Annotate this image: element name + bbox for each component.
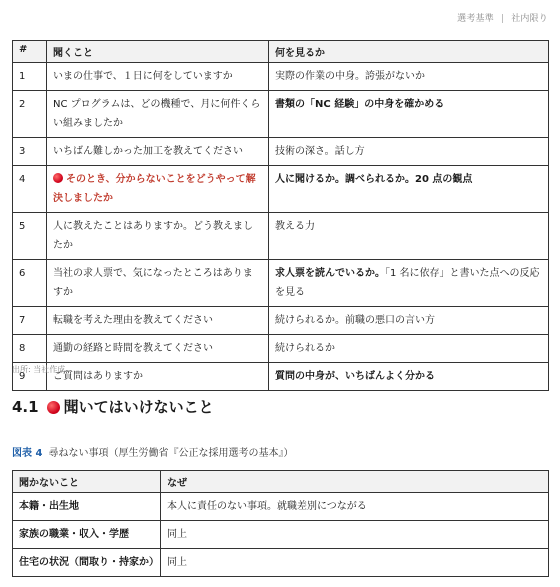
col-header-ask: 聞くこと [47,41,269,63]
header-doc-type: 選考基準 [457,14,494,24]
row-question: 人に教えたことはありますか。どう教えましたか [47,213,269,260]
row-number: 1 [13,63,47,91]
figure-caption [12,444,293,459]
table-row [13,521,549,549]
table-row [13,549,549,577]
page-header [457,11,548,24]
row-check-emphasis: 質問の中身が、いちばんよく分かる [275,371,435,382]
table-row [13,138,549,166]
table-row [13,213,549,260]
row-number: 9 [13,363,47,391]
col-header-item: 聞かないこと [13,471,161,493]
row-number: 8 [13,335,47,363]
table-row [13,363,549,391]
row-number: 4 [13,166,47,213]
row-question: 当社の求人票で、気になったところはありますか [47,260,269,307]
row-number: 6 [13,260,47,307]
col-header-look: 何を見るか [269,41,549,63]
row-check-emphasis: 書類の「NC 経験」の中身を確かめる [275,99,445,110]
row-check-emphasis: 人に聞けるか。調べられるか。20 点の観点 [275,174,473,185]
row-number: 3 [13,138,47,166]
row-check [269,363,549,391]
row-reason: 同上 [161,521,549,549]
header-separator: | [500,14,505,24]
row-item: 住宅の状況（間取り・持家か） [13,549,161,577]
row-reason: 同上 [161,549,549,577]
table-row [13,307,549,335]
row-question: いまの仕事で、１日に何をしていますか [47,63,269,91]
table-row [13,493,549,521]
row-check: 教える力 [269,213,549,260]
row-number: 7 [13,307,47,335]
prohibited-questions-table [12,470,549,577]
row-check: 続けられるか。前職の悪口の言い方 [269,307,549,335]
row-question-warning: そのとき、分からないことをどうやって解決しましたか [53,174,256,204]
figure-caption-text: 尋ねない事項（厚生労働省『公正な採用選考の基本』） [48,448,294,459]
row-check [269,260,549,307]
row-question: ご質問はありますか [47,363,269,391]
row-number: 2 [13,91,47,138]
table-header-row [13,471,549,493]
row-question: 通勤の経路と時間を教えてください [47,335,269,363]
col-header-number: # [13,41,47,63]
col-header-reason: なぜ [161,471,549,493]
header-confidentiality: 社内限り [511,14,548,24]
row-question: NC プログラムは、どの機種で、月に何件くらい組みましたか [47,91,269,138]
table-header-row [13,41,549,63]
table-source-note: 出所: 当社作成 [12,365,66,374]
figure-label: 図表 4 [12,448,43,459]
row-reason: 本人に責任のない事項。就職差別につながる [161,493,549,521]
row-question [47,166,269,213]
row-check-emphasis: 求人票を読んでいるか。 [275,268,385,279]
section-title-text: 聞いてはいけないこと [63,398,214,416]
table-row [13,91,549,138]
row-number: 5 [13,213,47,260]
row-check: 続けられるか [269,335,549,363]
row-check-rest: 「1 名に依存」と書いた点への反応を見る [275,268,540,298]
table-row [13,260,549,307]
row-check [269,166,549,213]
row-check [269,91,549,138]
row-question: いちばん難しかった加工を教えてください [47,138,269,166]
table-row [13,335,549,363]
row-question: 転職を考えた理由を教えてください [47,307,269,335]
red-circle-icon [53,173,63,183]
section-heading [12,396,214,417]
row-item: 家族の職業・収入・学歴 [13,521,161,549]
table-row [13,63,549,91]
section-number: 4.1 [12,398,39,416]
row-check: 技術の深さ。話し方 [269,138,549,166]
table-row [13,166,549,213]
row-check: 実際の作業の中身。誇張がないか [269,63,549,91]
red-circle-icon [47,401,60,414]
row-item: 本籍・出生地 [13,493,161,521]
interview-questions-table [12,40,549,391]
